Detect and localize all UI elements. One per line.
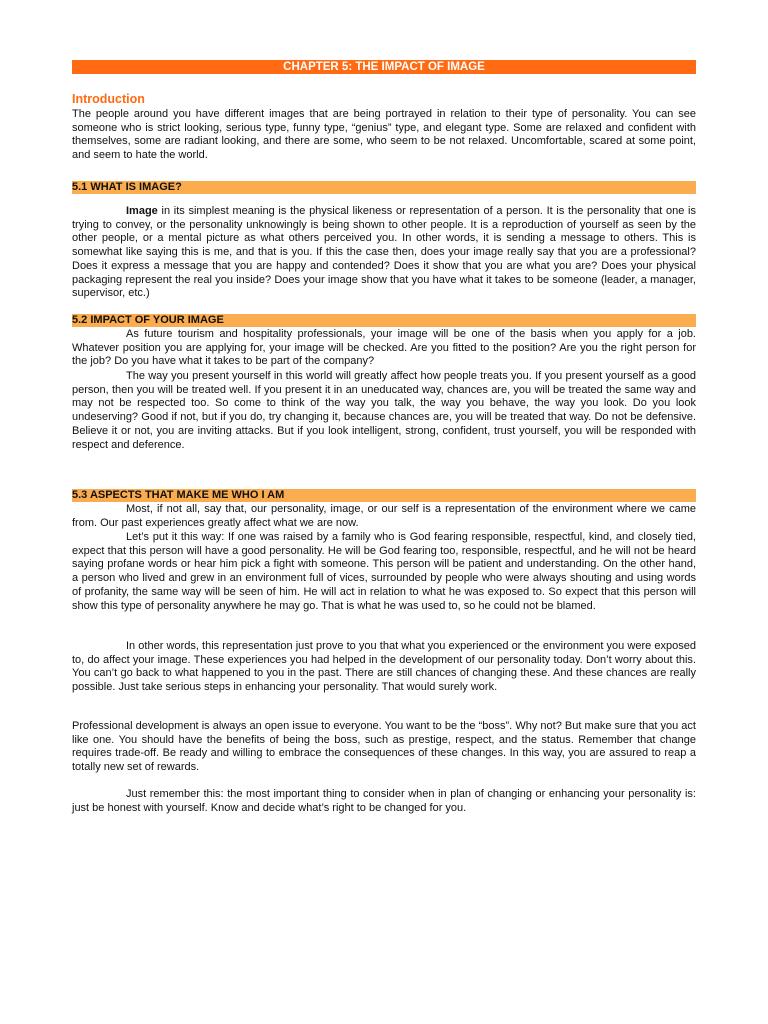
chapter-title: CHAPTER 5: THE IMPACT OF IMAGE <box>72 60 696 74</box>
section-5-2-paragraph-2: The way you present yourself in this world will greatly affect how people treats you. If you present yourself as a good person, then you will be treated well. If you present it in an uneducated way, chances are, you will be treated the same way and may not be respected too. So come to think of the way you talk, the way you behave, the way you look. Do you look undeserving? Good if not, but if you do, try changing it, because chances are, you will be treated that way. Do not be defensive. Believe it or not, you are inviting attacks. But if you look intelligent, strong, confident, trust yourself, you will be responded with respect and deference. <box>72 370 696 451</box>
section-5-1-heading: 5.1 WHAT IS IMAGE? <box>72 181 696 194</box>
section-5-1-paragraph <box>72 205 696 301</box>
section-5-2-heading: 5.2 IMPACT OF YOUR IMAGE <box>72 314 696 327</box>
section-5-3-paragraph-3: In other words, this representation just prove to you that what you experienced or the environment you were exposed to, do affect your image. These experiences you had helped in the development of our personality today. Don’t worry about this. You can’t go back to what happened to you in the past. There are still chances of changing these. And these chances are really possible. Just take serious steps in enhancing your personality. That would surely work. <box>72 640 696 694</box>
image-term: Image <box>126 205 158 217</box>
introduction-heading: Introduction <box>72 92 145 106</box>
section-5-3-paragraph-4: Professional development is always an open issue to everyone. You want to be the “boss”. Why not? But make sure that you act like one. You should have the benefits of being the boss, such as prestige, respect, and the status. Remember that change requires trade-off. Be ready and willing to embrace the consequences of these changes. In this way, you are assured to reap a totally new set of rewards. <box>72 720 696 774</box>
section-5-3-heading: 5.3 ASPECTS THAT MAKE ME WHO I AM <box>72 489 696 502</box>
section-5-3-paragraph-2: Let’s put it this way: If one was raised by a family who is God fearing responsible, respectful, kind, and closely tied, expect that this person will have a good personality. He will be God fearing too, responsible, respectful, and he will not be heard saying profane words or hear him pick a fight with someone. This person will be patient and understanding. On the other hand, a person who lived and grew in an environment full of vices, surrounded by people who were always shouting and using words of profanity, the same way will be seen of him. He will act in relation to what he was exposed to. So expect that this person will show this type of personality anywhere he may go. That is what he was used to, so he could not be blamed. <box>72 531 696 612</box>
introduction-paragraph: The people around you have different images that are being portrayed in relation to their type of personality. You can see someone who is strict looking, serious type, funny type, “genius” type, and elegant type. Some are relaxed and confident with themselves, some are radiant looking, and there are some, who seem to be not relaxed. Uncomfortable, scared at some point, and seem to hate the world. <box>72 108 696 162</box>
section-5-2-paragraph-1: As future tourism and hospitality professionals, your image will be one of the basis when you apply for a job. Whatever position you are applying for, your image will be checked. Are you fitted to the position? Are you the right person for the job? Do you have what it takes to be part of the company? <box>72 328 696 368</box>
section-5-3-paragraph-1: Most, if not all, say that, our personality, image, or our self is a representation of the environment where we came from. Our past experiences greatly affect what we are now. <box>72 503 696 529</box>
section-5-3-paragraph-5: Just remember this: the most important thing to consider when in plan of changing or enhancing your personality is: just be honest with yourself. Know and decide what’s right to be changed for you. <box>72 788 696 814</box>
section-5-1-text: in its simplest meaning is the physical likeness or representation of a person. It is the personality that one is trying to convey, or the personality unknowingly is being shown to other people. It is a reproduction of yourself as seen by the other people, or a mental picture as what others perceived you. In other words, it is sending a message to others. This is somewhat like saying this is me, and that is you. If this the case then, does your image really say that you are a professional? Does it express a message that you are happy and contended? Does it show that you are what you are? Does your physical packaging represent the real you inside? Does your image show that you have what it takes to be someone (leader, a manager, supervisor, etc.) <box>72 205 696 300</box>
